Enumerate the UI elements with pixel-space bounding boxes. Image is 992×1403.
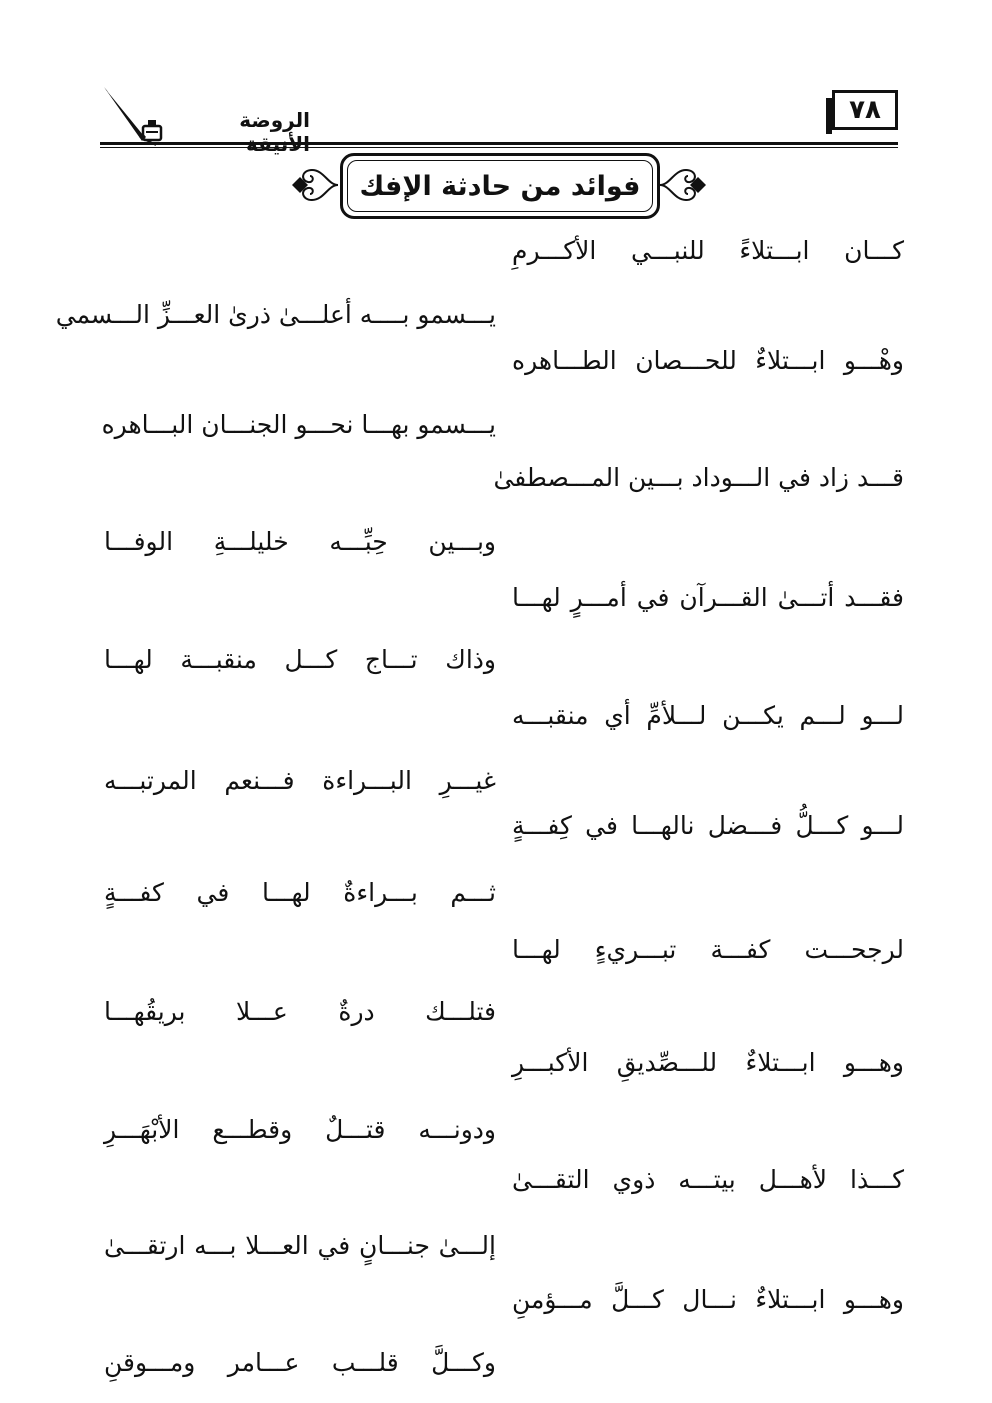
verse-line: لـــو لـــم يكـــن لـــلأمِّ أي منقبـــه <box>512 701 904 730</box>
page-number: ٧٨ <box>849 95 881 125</box>
section-title <box>340 153 660 219</box>
verse-line: يـــسمو بــــه أعلـــىٰ ذرىٰ العـــزِّ الـــسمي <box>55 300 496 329</box>
verse-line: فتلـــك درةٌ عـــلا بريقُهـــا <box>104 997 496 1026</box>
verse-line: غيـــرِ البـــراءة فـــنعم المرتبـــه <box>104 766 496 795</box>
verse-line: ودونـــه قتـــلٌ وقطـــع الأبْهَـــرِ <box>104 1115 496 1144</box>
header-rule <box>100 142 898 145</box>
page-number-box <box>832 90 898 130</box>
ornament-left-icon <box>290 152 340 218</box>
header-rule-thin <box>100 147 898 148</box>
verse-line: وبـــين حِبِّـــه خليلـــةِ الوفـــا <box>104 527 496 556</box>
verse-line: كـــان ابـــتلاءً للنبـــي الأكـــرمِ <box>512 236 904 265</box>
verse-line: ثـــم بـــراءةٌ لهـــا في كفـــةٍ <box>104 878 496 907</box>
verse-line: وذاك تـــاج كـــل منقبـــة لهـــا <box>104 645 496 674</box>
verse-line: كـــذا لأهـــل بيتـــه ذوي التقـــىٰ <box>512 1165 904 1194</box>
verse-line: وهـــو ابـــتلاءٌ نـــال كـــلَّ مـــؤمنِ <box>512 1285 904 1314</box>
verse-line: وهـــو ابـــتلاءٌ للـــصِّديقِ الأكبـــرِ <box>512 1048 904 1077</box>
verse-line: إلـــىٰ جنـــانٍ في العـــلا بـــه ارتقـــىٰ <box>104 1231 496 1260</box>
verse-line: قـــد زاد في الـــوداد بـــين المـــصطفىٰ <box>493 463 904 492</box>
verse-line: لرجحـــت كفـــة تبـــريءٍ لهـــا <box>512 935 904 964</box>
verse-line: يـــسمو بهـــا نحـــو الجنـــان البـــاهره <box>101 410 496 439</box>
verse-line: وهْـــو ابـــتلاءٌ للحـــصان الطـــاهره <box>512 346 904 375</box>
inkwell-icon <box>140 118 164 142</box>
verse-line: لـــو كـــلُّ فـــضل نالهـــا في كِفـــةٍ <box>512 811 904 840</box>
running-title: الروضة <box>239 108 310 132</box>
verse-line: وكـــلَّ قلـــب عـــامر ومـــوقنِ <box>104 1348 496 1377</box>
section-title-text: فوائد من حادثة الإفك <box>359 170 641 202</box>
ornament-right-icon <box>658 152 708 218</box>
verse-line: فقـــد أتـــىٰ القـــرآن في أمـــرٍ لهـــا <box>512 583 904 612</box>
